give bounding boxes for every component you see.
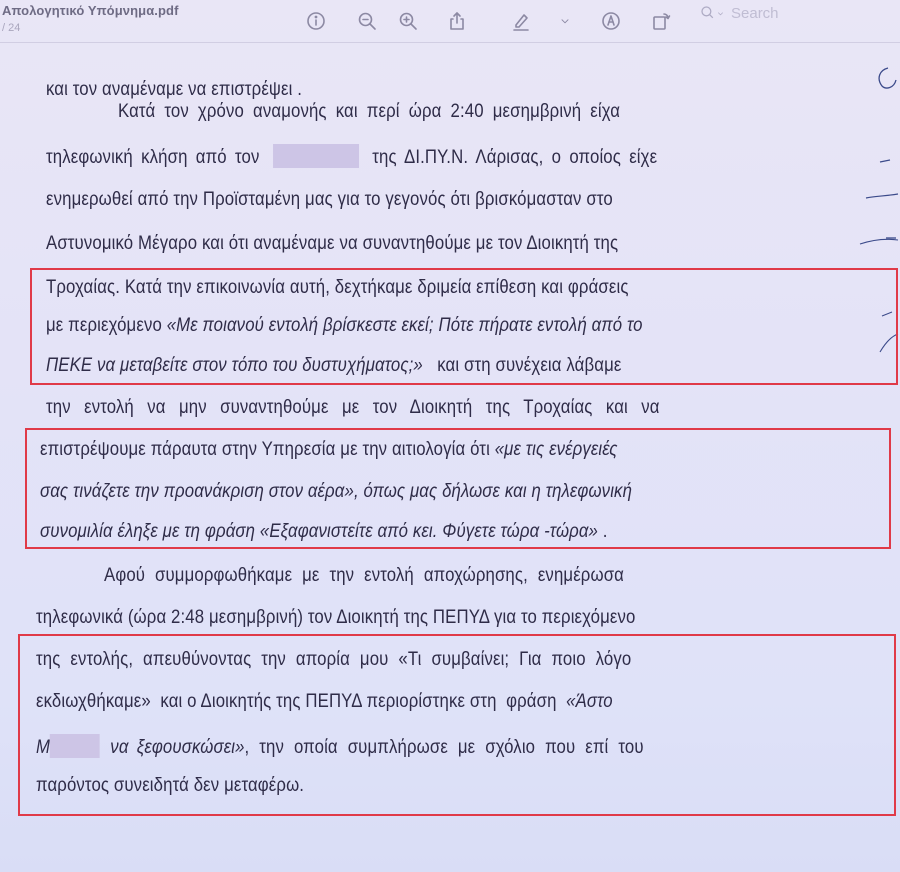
text-line: της εντολής, απευθύνοντας την απορία μου «Τι συμβαίνει; Για ποιο λόγο — [36, 648, 632, 670]
quote-span: συνομιλία έληξε με τη φράση «Εξαφανιστείτε από κει. Φύγετε τώρα -τώρα» — [40, 520, 599, 542]
text-line — [46, 144, 657, 169]
text-span: εκδιωχθήκαμε» και ο Διοικητής της ΠΕΠΥΔ περιορίστηκε στη φράση — [36, 690, 567, 712]
rotate-icon[interactable] — [650, 10, 672, 32]
quote-span: ΠΕΚΕ να μεταβείτε στον τόπο του δυστυχήματος;» — [46, 354, 423, 376]
quote-span: «Άστο — [566, 690, 613, 712]
toolbar-divider — [0, 42, 900, 43]
text-line: την εντολή να μην συναντηθούμε με τον Διοικητή της Τροχαίας και να — [46, 396, 660, 418]
chevron-down-icon[interactable] — [558, 10, 572, 32]
text-line: παρόντος συνειδητά δεν μεταφέρω. — [36, 774, 305, 796]
text-line: Αστυνομικό Μέγαρο και ότι αναμέναμε να συναντηθούμε με τον Διοικητή της — [46, 232, 619, 254]
quote-span: «με τις ενέργειές — [494, 438, 618, 460]
text-line: ενημερωθεί από την Προϊσταμένη μας για το γεγονός ότι βρισκόμασταν στο — [46, 188, 613, 210]
text-line — [118, 100, 882, 123]
annotate-icon[interactable] — [600, 10, 622, 32]
zoom-in-icon[interactable] — [397, 10, 419, 32]
highlight-box-3 — [18, 634, 896, 816]
pdf-page — [0, 44, 900, 872]
quote-span: «Με ποιανού εντολή βρίσκεστε εκεί; Πότε πήρατε εντολή από το — [166, 314, 643, 336]
text-line: και τον αναμέναμε να επιστρέψει . — [46, 78, 303, 100]
text-span: . — [598, 520, 608, 542]
search-icon — [700, 5, 725, 21]
quote-span: Μ — [36, 736, 51, 758]
search-input[interactable] — [729, 4, 863, 23]
quote-span: να ξεφουσκώσει» — [110, 736, 245, 758]
text-line: Αφού συμμορφωθήκαμε με την εντολή αποχώρησης, ενημέρωσα — [104, 564, 625, 586]
text-line-content: Κατά τον χρόνο αναμονής και περί ώρα 2:40 μεσημβρινή είχα — [118, 100, 621, 122]
page-indicator: / 24 — [2, 22, 21, 34]
search-field[interactable] — [700, 0, 880, 26]
text-span: τηλεφωνική κλήση από τον — [46, 146, 260, 168]
share-icon[interactable] — [446, 10, 468, 32]
highlight-box-2 — [25, 428, 891, 549]
text-span: και στη συνέχεια λάβαμε — [422, 354, 622, 376]
highlight-box-1 — [30, 268, 898, 385]
text-span: της ΔΙ.ΠΥ.Ν. Λάρισας, ο οποίος είχε — [372, 146, 658, 168]
text-line: τηλεφωνικά (ώρα 2:48 μεσημβρινή) τον Διοικητή της ΠΕΠΥΔ για το περιεχόμενο — [36, 606, 636, 628]
text-span: επιστρέψουμε πάραυτα στην Υπηρεσία με την αιτιολογία ότι — [40, 438, 495, 460]
info-icon[interactable] — [305, 10, 327, 32]
text-span: , την οποία συμπλήρωσε με σχόλιο που επί του — [244, 736, 644, 758]
markup-pen-icon[interactable] — [510, 10, 532, 32]
text-span: με περιεχόμενο — [46, 314, 167, 336]
quote-span: σας τινάζετε την προανάκριση στον αέρα», όπως μας δήλωσε και η τηλεφωνική — [40, 480, 633, 502]
document-title: Απολογητικό Υπόμνημα.pdf — [2, 3, 179, 18]
text-line: Τροχαίας. Κατά την επικοινωνία αυτή, δεχτήκαμε δριμεία επίθεση και φράσεις — [46, 276, 629, 298]
pdf-viewer-toolbar — [0, 0, 900, 46]
zoom-out-icon[interactable] — [356, 10, 378, 32]
redaction-block — [273, 144, 359, 168]
